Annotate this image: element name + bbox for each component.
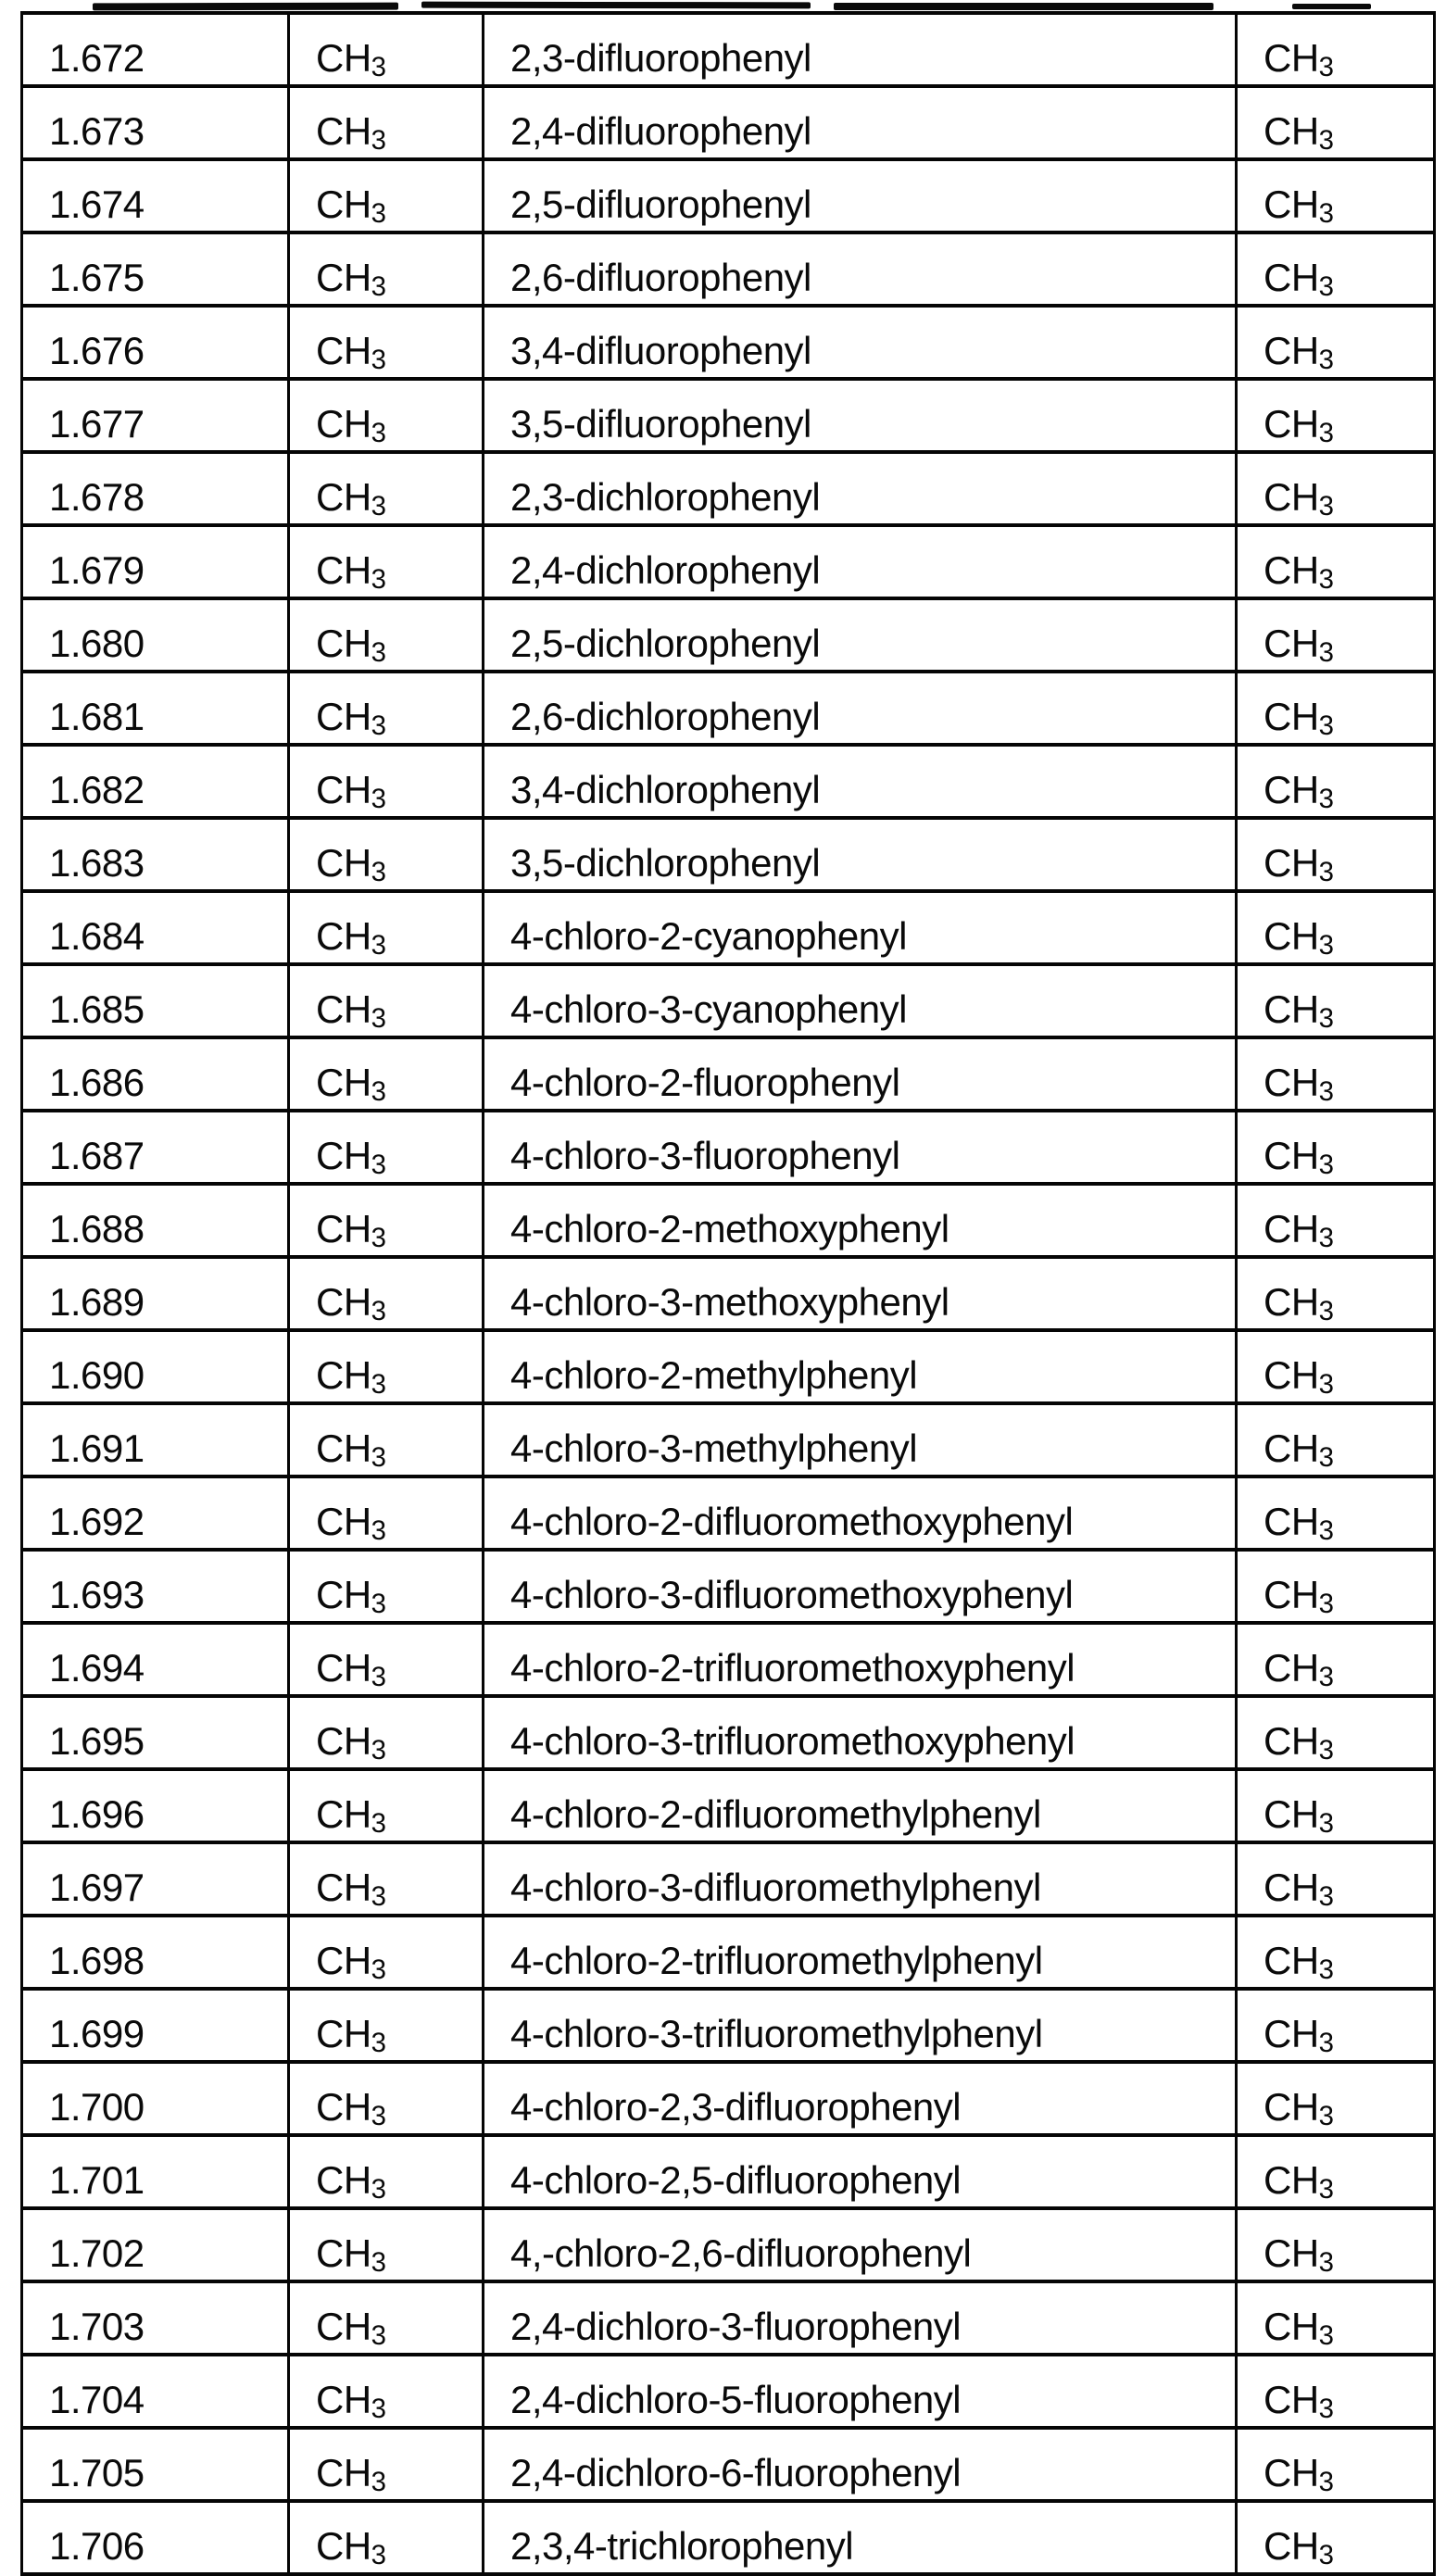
table-row — [22, 1550, 1435, 1623]
r2-cell — [1237, 2355, 1435, 2428]
substituent-cell: 3,4-difluorophenyl — [484, 306, 1237, 379]
r2-cell — [1237, 86, 1435, 159]
compound-number-cell: 1.680 — [22, 598, 289, 672]
table-row — [22, 1769, 1435, 1842]
chemical-formula: $CH_3$ — [1264, 622, 1335, 669]
r1-cell — [289, 818, 484, 891]
table-row — [22, 1916, 1435, 1989]
r2-cell — [1237, 598, 1435, 672]
r1-cell — [289, 1257, 484, 1330]
chemical-formula: $CH_3$ — [316, 914, 387, 961]
substituent-cell: 4-chloro-2,5-difluorophenyl — [484, 2135, 1237, 2208]
chemical-formula: $CH_3$ — [316, 1207, 387, 1254]
r1-cell — [289, 232, 484, 306]
table-row — [22, 1330, 1435, 1403]
substituent-cell: 3,5-dichlorophenyl — [484, 818, 1237, 891]
chemical-formula: $CH_3$ — [1264, 1134, 1335, 1181]
r2-cell — [1237, 2501, 1435, 2574]
table-row — [22, 1476, 1435, 1550]
r2-cell — [1237, 964, 1435, 1037]
compound-number-cell: 1.700 — [22, 2062, 289, 2135]
r1-cell — [289, 159, 484, 232]
r2-cell — [1237, 232, 1435, 306]
compound-number-cell: 1.702 — [22, 2208, 289, 2281]
chemical-formula: $CH_3$ — [316, 1353, 387, 1401]
r2-cell — [1237, 1330, 1435, 1403]
table-row — [22, 745, 1435, 818]
r1-cell — [289, 13, 484, 86]
chemical-formula: $CH_3$ — [1264, 1573, 1335, 1620]
compounds-table — [20, 11, 1436, 2576]
chemical-formula: $CH_3$ — [1264, 402, 1335, 449]
chemical-formula: $CH_3$ — [1264, 914, 1335, 961]
table-row — [22, 2281, 1435, 2355]
table-row — [22, 598, 1435, 672]
chemical-formula: $CH_3$ — [316, 2231, 387, 2279]
substituent-cell: 4-chloro-2-methoxyphenyl — [484, 1184, 1237, 1257]
substituent-cell: 4-chloro-3-cyanophenyl — [484, 964, 1237, 1037]
r1-cell — [289, 598, 484, 672]
chemical-formula: $CH_3$ — [1264, 1719, 1335, 1766]
compound-number-cell: 1.689 — [22, 1257, 289, 1330]
table-row — [22, 1842, 1435, 1916]
compound-number-cell: 1.673 — [22, 86, 289, 159]
r1-cell — [289, 891, 484, 964]
compound-number-cell: 1.693 — [22, 1550, 289, 1623]
compound-number-cell: 1.704 — [22, 2355, 289, 2428]
table-row — [22, 891, 1435, 964]
compounds-table-container — [20, 11, 1433, 2576]
chemical-formula: $CH_3$ — [316, 695, 387, 742]
substituent-cell: 4-chloro-2-difluoromethylphenyl — [484, 1769, 1237, 1842]
scan-artifact — [1292, 4, 1371, 9]
compound-number-cell: 1.703 — [22, 2281, 289, 2355]
substituent-cell: 4-chloro-3-fluorophenyl — [484, 1111, 1237, 1184]
substituent-cell: 4-chloro-3-trifluoromethylphenyl — [484, 1989, 1237, 2062]
r2-cell — [1237, 2135, 1435, 2208]
r1-cell — [289, 2208, 484, 2281]
compound-number-cell: 1.685 — [22, 964, 289, 1037]
r2-cell — [1237, 1037, 1435, 1111]
r2-cell — [1237, 1550, 1435, 1623]
chemical-formula: $CH_3$ — [1264, 1280, 1335, 1327]
chemical-formula: $CH_3$ — [316, 1646, 387, 1693]
chemical-formula: $CH_3$ — [1264, 548, 1335, 596]
r1-cell — [289, 1989, 484, 2062]
r2-cell — [1237, 1184, 1435, 1257]
chemical-formula: $CH_3$ — [316, 1866, 387, 1913]
r2-cell — [1237, 1989, 1435, 2062]
compound-number-cell: 1.681 — [22, 672, 289, 745]
substituent-cell: 3,4-dichlorophenyl — [484, 745, 1237, 818]
r1-cell — [289, 1769, 484, 1842]
r1-cell — [289, 1111, 484, 1184]
r2-cell — [1237, 1696, 1435, 1769]
compound-number-cell: 1.701 — [22, 2135, 289, 2208]
r1-cell — [289, 2428, 484, 2501]
r1-cell — [289, 452, 484, 525]
table-row — [22, 2428, 1435, 2501]
r1-cell — [289, 1550, 484, 1623]
substituent-cell: 2,3-difluorophenyl — [484, 13, 1237, 86]
r2-cell — [1237, 1769, 1435, 1842]
r1-cell — [289, 1330, 484, 1403]
substituent-cell: 2,4-dichlorophenyl — [484, 525, 1237, 598]
r1-cell — [289, 2281, 484, 2355]
substituent-cell: 4-chloro-2-cyanophenyl — [484, 891, 1237, 964]
chemical-formula: $CH_3$ — [316, 2378, 387, 2425]
compound-number-cell: 1.695 — [22, 1696, 289, 1769]
table-row — [22, 13, 1435, 86]
table-row — [22, 1403, 1435, 1476]
table-row — [22, 232, 1435, 306]
substituent-cell: 4-chloro-2-trifluoromethylphenyl — [484, 1916, 1237, 1989]
chemical-formula: $CH_3$ — [316, 329, 387, 376]
r1-cell — [289, 1842, 484, 1916]
compound-number-cell: 1.679 — [22, 525, 289, 598]
chemical-formula: $CH_3$ — [1264, 841, 1335, 888]
chemical-formula: $CH_3$ — [316, 987, 387, 1035]
r1-cell — [289, 2501, 484, 2574]
r1-cell — [289, 964, 484, 1037]
r2-cell — [1237, 672, 1435, 745]
r2-cell — [1237, 1257, 1435, 1330]
chemical-formula: $CH_3$ — [316, 2451, 387, 2498]
r1-cell — [289, 1037, 484, 1111]
substituent-cell: 2,3,4-trichlorophenyl — [484, 2501, 1237, 2574]
substituent-cell: 2,3-dichlorophenyl — [484, 452, 1237, 525]
r2-cell — [1237, 13, 1435, 86]
r2-cell — [1237, 1111, 1435, 1184]
compound-number-cell: 1.698 — [22, 1916, 289, 1989]
chemical-formula: $CH_3$ — [316, 1500, 387, 1547]
substituent-cell: 3,5-difluorophenyl — [484, 379, 1237, 452]
chemical-formula: $CH_3$ — [316, 1134, 387, 1181]
r2-cell — [1237, 306, 1435, 379]
r1-cell — [289, 672, 484, 745]
r1-cell — [289, 306, 484, 379]
chemical-formula: $CH_3$ — [316, 2524, 387, 2571]
r2-cell — [1237, 2208, 1435, 2281]
compound-number-cell: 1.683 — [22, 818, 289, 891]
chemical-formula: $CH_3$ — [1264, 2305, 1335, 2352]
chemical-formula: $CH_3$ — [316, 1426, 387, 1474]
table-row — [22, 2208, 1435, 2281]
compound-number-cell: 1.706 — [22, 2501, 289, 2574]
chemical-formula: $CH_3$ — [1264, 1207, 1335, 1254]
compound-number-cell: 1.674 — [22, 159, 289, 232]
table-row — [22, 379, 1435, 452]
table-row — [22, 452, 1435, 525]
r2-cell — [1237, 1403, 1435, 1476]
r1-cell — [289, 2355, 484, 2428]
substituent-cell: 4-chloro-3-difluoromethoxyphenyl — [484, 1550, 1237, 1623]
r1-cell — [289, 1403, 484, 1476]
table-row — [22, 1111, 1435, 1184]
table-row — [22, 2062, 1435, 2135]
chemical-formula: $CH_3$ — [1264, 182, 1335, 230]
r2-cell — [1237, 1916, 1435, 1989]
compound-number-cell: 1.690 — [22, 1330, 289, 1403]
chemical-formula: $CH_3$ — [316, 36, 387, 83]
chemical-formula: $CH_3$ — [1264, 1061, 1335, 1108]
r1-cell — [289, 2062, 484, 2135]
substituent-cell: 2,6-difluorophenyl — [484, 232, 1237, 306]
r1-cell — [289, 2135, 484, 2208]
chemical-formula: $CH_3$ — [1264, 36, 1335, 83]
chemical-formula: $CH_3$ — [316, 475, 387, 522]
substituent-cell: 2,6-dichlorophenyl — [484, 672, 1237, 745]
r2-cell — [1237, 1842, 1435, 1916]
substituent-cell: 4-chloro-3-difluoromethylphenyl — [484, 1842, 1237, 1916]
chemical-formula: $CH_3$ — [316, 2305, 387, 2352]
chemical-formula: $CH_3$ — [1264, 1939, 1335, 1986]
chemical-formula: $CH_3$ — [1264, 256, 1335, 303]
compound-number-cell: 1.705 — [22, 2428, 289, 2501]
r2-cell — [1237, 452, 1435, 525]
chemical-formula: $CH_3$ — [1264, 695, 1335, 742]
table-row — [22, 1184, 1435, 1257]
chemical-formula: $CH_3$ — [316, 841, 387, 888]
compound-number-cell: 1.675 — [22, 232, 289, 306]
chemical-formula: $CH_3$ — [316, 548, 387, 596]
r1-cell — [289, 525, 484, 598]
r2-cell — [1237, 1623, 1435, 1696]
compounds-table-body — [22, 13, 1435, 2574]
r2-cell — [1237, 2062, 1435, 2135]
r2-cell — [1237, 2428, 1435, 2501]
substituent-cell: 2,4-dichloro-3-fluorophenyl — [484, 2281, 1237, 2355]
chemical-formula: $CH_3$ — [1264, 768, 1335, 815]
substituent-cell: 4-chloro-2-methylphenyl — [484, 1330, 1237, 1403]
table-row — [22, 525, 1435, 598]
chemical-formula: $CH_3$ — [316, 1573, 387, 1620]
chemical-formula: $CH_3$ — [316, 2012, 387, 2059]
r2-cell — [1237, 818, 1435, 891]
table-row — [22, 2355, 1435, 2428]
r1-cell — [289, 1696, 484, 1769]
chemical-formula: $CH_3$ — [316, 256, 387, 303]
compound-number-cell: 1.682 — [22, 745, 289, 818]
substituent-cell: 4,-chloro-2,6-difluorophenyl — [484, 2208, 1237, 2281]
table-row — [22, 1037, 1435, 1111]
table-row — [22, 672, 1435, 745]
table-row — [22, 818, 1435, 891]
compound-number-cell: 1.676 — [22, 306, 289, 379]
table-row — [22, 86, 1435, 159]
chemical-formula: $CH_3$ — [316, 1061, 387, 1108]
r1-cell — [289, 379, 484, 452]
compound-number-cell: 1.692 — [22, 1476, 289, 1550]
chemical-formula: $CH_3$ — [1264, 475, 1335, 522]
compound-number-cell: 1.691 — [22, 1403, 289, 1476]
compound-number-cell: 1.696 — [22, 1769, 289, 1842]
compound-number-cell: 1.686 — [22, 1037, 289, 1111]
r2-cell — [1237, 379, 1435, 452]
substituent-cell: 2,5-difluorophenyl — [484, 159, 1237, 232]
substituent-cell: 2,4-dichloro-5-fluorophenyl — [484, 2355, 1237, 2428]
chemical-formula: $CH_3$ — [316, 2085, 387, 2132]
substituent-cell: 2,4-difluorophenyl — [484, 86, 1237, 159]
chemical-formula: $CH_3$ — [1264, 1353, 1335, 1401]
substituent-cell: 2,4-dichloro-6-fluorophenyl — [484, 2428, 1237, 2501]
substituent-cell: 4-chloro-2-difluoromethoxyphenyl — [484, 1476, 1237, 1550]
compound-number-cell: 1.672 — [22, 13, 289, 86]
table-row — [22, 1623, 1435, 1696]
chemical-formula: $CH_3$ — [1264, 1426, 1335, 1474]
substituent-cell: 4-chloro-2-trifluoromethoxyphenyl — [484, 1623, 1237, 1696]
substituent-cell: 2,5-dichlorophenyl — [484, 598, 1237, 672]
chemical-formula: $CH_3$ — [1264, 1866, 1335, 1913]
chemical-formula: $CH_3$ — [316, 768, 387, 815]
table-row — [22, 1257, 1435, 1330]
r2-cell — [1237, 2281, 1435, 2355]
table-row — [22, 1989, 1435, 2062]
scan-artifact — [93, 3, 398, 11]
chemical-formula: $CH_3$ — [1264, 1646, 1335, 1693]
compound-number-cell: 1.687 — [22, 1111, 289, 1184]
compound-number-cell: 1.694 — [22, 1623, 289, 1696]
substituent-cell: 4-chloro-2,3-difluorophenyl — [484, 2062, 1237, 2135]
chemical-formula: $CH_3$ — [1264, 1500, 1335, 1547]
table-row — [22, 964, 1435, 1037]
chemical-formula: $CH_3$ — [316, 622, 387, 669]
r1-cell — [289, 86, 484, 159]
scan-artifact — [421, 2, 811, 9]
chemical-formula: $CH_3$ — [316, 109, 387, 157]
chemical-formula: $CH_3$ — [1264, 2231, 1335, 2279]
compound-number-cell: 1.697 — [22, 1842, 289, 1916]
r1-cell — [289, 745, 484, 818]
chemical-formula: $CH_3$ — [1264, 2012, 1335, 2059]
r2-cell — [1237, 159, 1435, 232]
r2-cell — [1237, 525, 1435, 598]
substituent-cell: 4-chloro-3-methylphenyl — [484, 1403, 1237, 1476]
compound-number-cell: 1.677 — [22, 379, 289, 452]
substituent-cell: 4-chloro-3-trifluoromethoxyphenyl — [484, 1696, 1237, 1769]
compound-number-cell: 1.688 — [22, 1184, 289, 1257]
chemical-formula: $CH_3$ — [1264, 2085, 1335, 2132]
compound-number-cell: 1.699 — [22, 1989, 289, 2062]
compound-number-cell: 1.678 — [22, 452, 289, 525]
table-row — [22, 1696, 1435, 1769]
r2-cell — [1237, 745, 1435, 818]
chemical-formula: $CH_3$ — [316, 1792, 387, 1840]
chemical-formula: $CH_3$ — [316, 2158, 387, 2205]
chemical-formula: $CH_3$ — [1264, 2451, 1335, 2498]
table-row — [22, 2501, 1435, 2574]
chemical-formula: $CH_3$ — [316, 182, 387, 230]
table-row — [22, 306, 1435, 379]
chemical-formula: $CH_3$ — [1264, 2378, 1335, 2425]
r2-cell — [1237, 1476, 1435, 1550]
r1-cell — [289, 1623, 484, 1696]
chemical-formula: $CH_3$ — [316, 1280, 387, 1327]
table-row — [22, 2135, 1435, 2208]
chemical-formula: $CH_3$ — [316, 1719, 387, 1766]
r1-cell — [289, 1476, 484, 1550]
r1-cell — [289, 1184, 484, 1257]
substituent-cell: 4-chloro-3-methoxyphenyl — [484, 1257, 1237, 1330]
r2-cell — [1237, 891, 1435, 964]
chemical-formula: $CH_3$ — [316, 402, 387, 449]
scan-artifact — [834, 3, 1213, 10]
chemical-formula: $CH_3$ — [1264, 329, 1335, 376]
chemical-formula: $CH_3$ — [1264, 1792, 1335, 1840]
chemical-formula: $CH_3$ — [1264, 2524, 1335, 2571]
chemical-formula: $CH_3$ — [1264, 2158, 1335, 2205]
chemical-formula: $CH_3$ — [1264, 109, 1335, 157]
substituent-cell: 4-chloro-2-fluorophenyl — [484, 1037, 1237, 1111]
r1-cell — [289, 1916, 484, 1989]
chemical-formula: $CH_3$ — [1264, 987, 1335, 1035]
compound-number-cell: 1.684 — [22, 891, 289, 964]
table-row — [22, 159, 1435, 232]
chemical-formula: $CH_3$ — [316, 1939, 387, 1986]
